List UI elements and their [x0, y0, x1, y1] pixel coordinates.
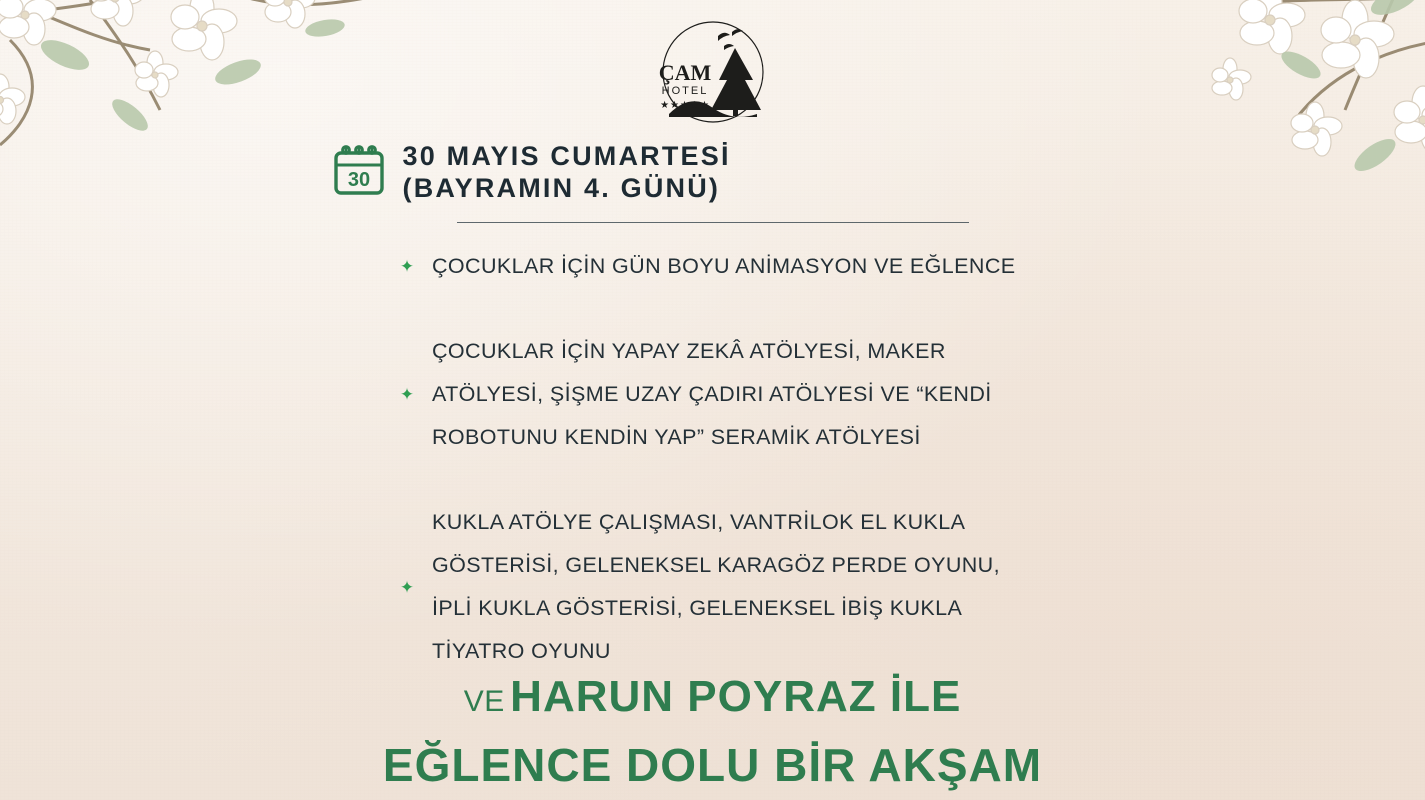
date-text-group [403, 140, 731, 204]
list-item-text: ÇOCUKLAR İÇİN YAPAY ZEKÂ ATÖLYESİ, MAKER ATÖLYESİ, ŞİŞME UZAY ÇADIRI ATÖLYESİ VE “KENDİ ROBOTUNU KENDİN YAP” SERAMİK ATÖLYESİ [432, 339, 992, 449]
list-item-text: KUKLA ATÖLYE ÇALIŞMASI, VANTRİLOK EL KUKLA GÖSTERİSİ, GELENEKSEL KARAGÖZ PERDE OYUNU, İPLİ KUKLA GÖSTERİSİ, GELENEKSEL İBİŞ KUKLA TİYATRO OYUNU [432, 510, 1000, 663]
closing-highlight [0, 668, 1425, 794]
list-item [396, 245, 1056, 288]
hotel-logo [623, 18, 803, 126]
floral-decoration-left [0, 0, 490, 240]
closing-artist: HARUN POYRAZ İLE [510, 672, 962, 721]
date-line-1: 30 MAYIS CUMARTESİ [402, 141, 731, 171]
calendar-icon [333, 144, 385, 196]
sparkle-icon: ✦ [399, 385, 415, 404]
sparkle-icon: ✦ [399, 257, 415, 276]
logo-stars: ★★★★★ [659, 100, 710, 111]
list-item [396, 501, 1056, 673]
floral-decoration-right [1015, 0, 1425, 270]
closing-lead: VE [463, 685, 505, 718]
program-list [396, 245, 1056, 673]
date-line-2: (BAYRAMIN 4. GÜNÜ) [402, 173, 721, 203]
date-header [333, 140, 1093, 204]
divider [457, 222, 969, 223]
logo-name: ÇAM [658, 60, 711, 85]
calendar-day-number: 30 [347, 169, 370, 191]
closing-line-2: EĞLENCE DOLU BİR AKŞAM [382, 739, 1043, 791]
logo-subtitle: HOTEL [661, 85, 708, 97]
sparkle-icon: ✦ [399, 577, 415, 597]
list-item-text: ÇOCUKLAR İÇİN GÜN BOYU ANİMASYON VE EĞLENCE [432, 254, 1016, 278]
pine-tree-and-birds-icon [623, 18, 803, 126]
list-item [396, 330, 1056, 459]
